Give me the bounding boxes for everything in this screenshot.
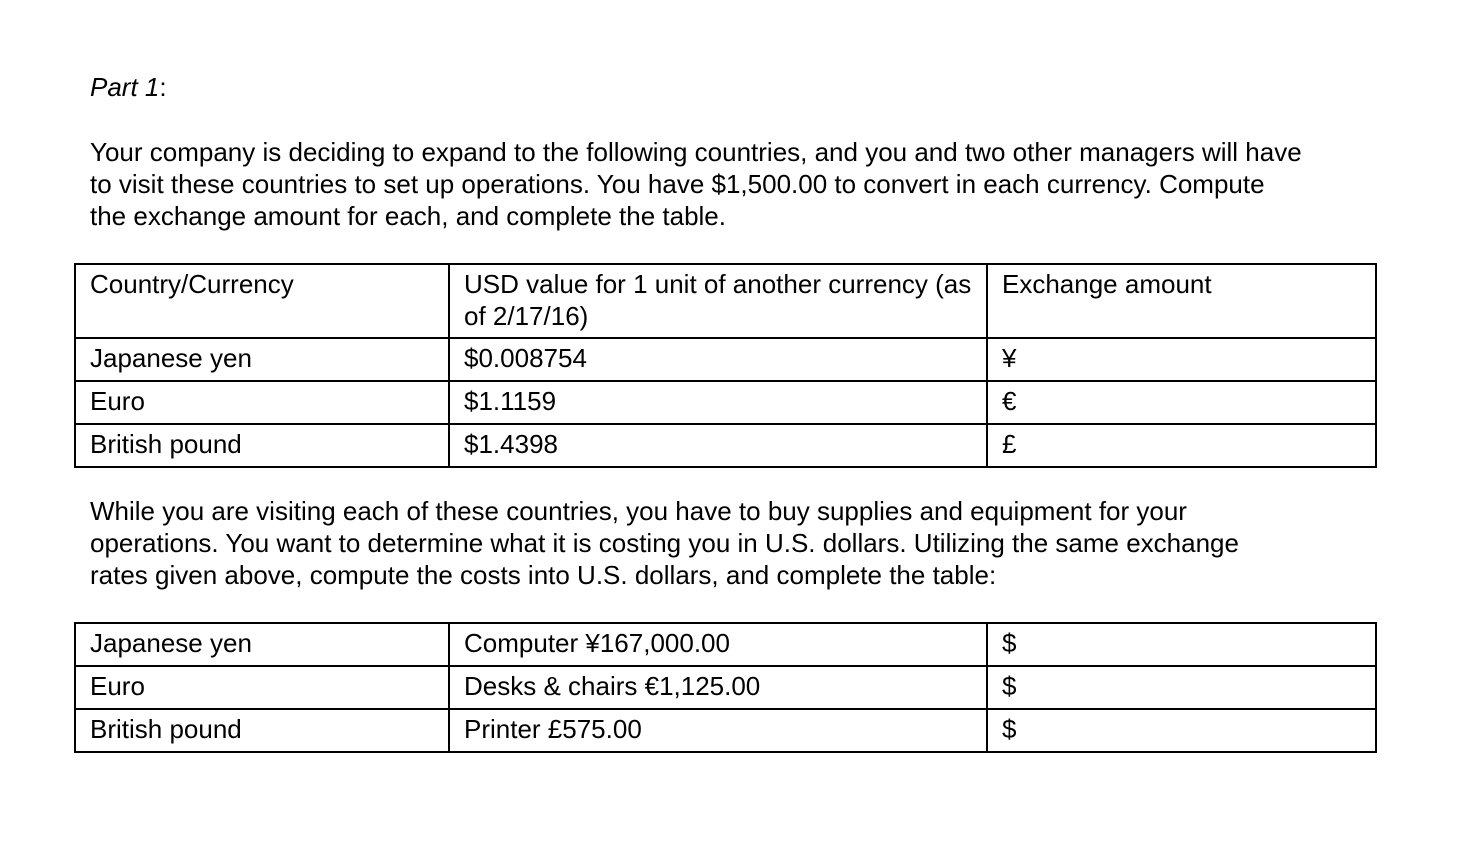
- part-heading-colon: :: [159, 72, 167, 102]
- usd-cost-cell[interactable]: $: [987, 623, 1376, 666]
- exchange-amount-cell[interactable]: €: [987, 381, 1376, 424]
- exchange-amount-cell[interactable]: ¥: [987, 338, 1376, 381]
- exchange-amount-cell[interactable]: £: [987, 424, 1376, 467]
- country-cell: Euro: [75, 666, 449, 709]
- country-cell: British pound: [75, 424, 449, 467]
- usd-rate-cell: $0.008754: [449, 338, 987, 381]
- purchase-paragraph-line: rates given above, compute the costs into U.S. dollars, and complete the table:: [90, 560, 997, 590]
- usd-cost-cell[interactable]: $: [987, 709, 1376, 752]
- country-cell: Japanese yen: [75, 623, 449, 666]
- table-row: [75, 709, 1376, 752]
- header-exchange-amount: Exchange amount: [987, 264, 1376, 338]
- table-row: [75, 424, 1376, 467]
- item-cost-cell: Printer £575.00: [449, 709, 987, 752]
- part-heading-title: Part 1: [90, 72, 160, 102]
- part-heading: [90, 71, 167, 103]
- usd-rate-cell: $1.1159: [449, 381, 987, 424]
- exchange-table-header-row: [75, 264, 1376, 338]
- purchase-table: [74, 622, 1377, 753]
- item-cost-cell: Desks & chairs €1,125.00: [449, 666, 987, 709]
- table-row: [75, 623, 1376, 666]
- intro-paragraph-line: Your company is deciding to expand to the following countries, and you and two other managers will have: [90, 137, 1302, 167]
- purchase-paragraph-line: While you are visiting each of these countries, you have to buy supplies and equipment for your: [90, 496, 1187, 526]
- intro-paragraph: [90, 136, 1400, 232]
- item-cost-cell: Computer ¥167,000.00: [449, 623, 987, 666]
- country-cell: British pound: [75, 709, 449, 752]
- table-row: [75, 666, 1376, 709]
- purchase-paragraph-line: operations. You want to determine what it is costing you in U.S. dollars. Utilizing the same exchange: [90, 528, 1239, 558]
- purchase-paragraph: [90, 495, 1400, 591]
- header-usd-value: USD value for 1 unit of another currency (as of 2/17/16): [449, 264, 987, 338]
- country-cell: Euro: [75, 381, 449, 424]
- usd-rate-cell: $1.4398: [449, 424, 987, 467]
- header-country-currency: Country/Currency: [75, 264, 449, 338]
- intro-paragraph-line: the exchange amount for each, and complete the table.: [90, 201, 726, 231]
- table-row: [75, 338, 1376, 381]
- exchange-table: [74, 263, 1377, 468]
- country-cell: Japanese yen: [75, 338, 449, 381]
- usd-cost-cell[interactable]: $: [987, 666, 1376, 709]
- intro-paragraph-line: to visit these countries to set up operations. You have $1,500.00 to convert in each currency. Compute: [90, 169, 1265, 199]
- table-row: [75, 381, 1376, 424]
